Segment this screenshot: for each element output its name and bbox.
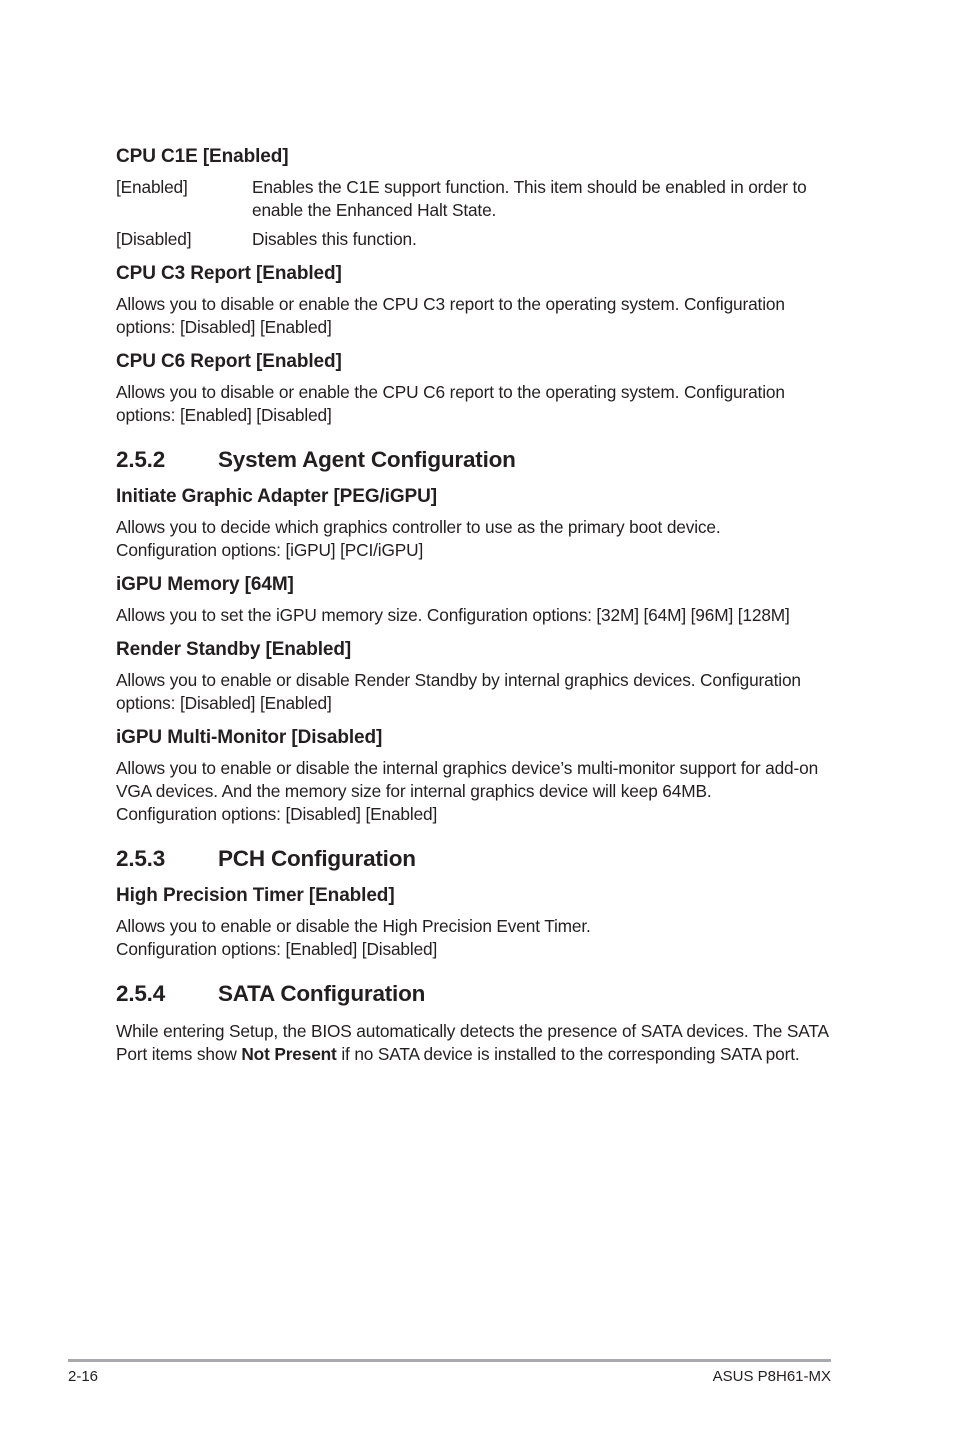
section-heading-pch: [116, 846, 836, 872]
section-number: 2.5.2: [116, 447, 166, 472]
option-label: [Disabled]: [116, 229, 192, 249]
cpu-c6-description: Allows you to disable or enable the CPU C6 report to the operating system. Configuration options: [Enabled] [Disabled]: [116, 382, 785, 425]
section-title: SATA Configuration: [218, 981, 426, 1006]
cpu-c3-title: CPU C3 Report [Enabled]: [116, 263, 342, 284]
page-content: [116, 146, 836, 1078]
option-label: [Enabled]: [116, 177, 188, 197]
description-line: Configuration options: [Disabled] [Enabled]: [116, 804, 438, 824]
sata-description-text: While entering Setup, the BIOS automatically detects the presence of SATA devices. The SATA Port items show: [116, 1021, 828, 1064]
render-standby-description: Allows you to enable or disable Render Standby by internal graphics devices. Configuration options: [Disabled] [Enabled]: [116, 670, 801, 713]
section-title: System Agent Configuration: [218, 447, 516, 472]
igpu-multi-monitor-title: iGPU Multi-Monitor [Disabled]: [116, 727, 383, 748]
option-description: Enables the C1E support function. This item should be enabled in order to enable the Enhanced Halt State.: [252, 177, 807, 220]
section-heading-system-agent: [116, 447, 836, 473]
high-precision-timer-description: [116, 915, 836, 961]
render-standby-title: Render Standby [Enabled]: [116, 639, 352, 660]
product-name: ASUS P8H61-MX: [712, 1368, 831, 1385]
igpu-memory-title: iGPU Memory [64M]: [116, 574, 294, 595]
footer-divider: [68, 1359, 831, 1362]
section-number: 2.5.3: [116, 846, 166, 871]
cpu-c6-title: CPU C6 Report [Enabled]: [116, 351, 342, 372]
c1e-option-enabled: [116, 176, 836, 222]
section-number: 2.5.4: [116, 981, 166, 1006]
cpu-c3-description: Allows you to disable or enable the CPU C3 report to the operating system. Configuration options: [Disabled] [Enabled]: [116, 294, 785, 337]
section-heading-sata: [116, 981, 836, 1007]
option-description: Disables this function.: [252, 229, 417, 249]
c1e-option-disabled: [116, 228, 836, 251]
sata-description: [116, 1020, 836, 1066]
not-present-label: Not Present: [241, 1044, 337, 1064]
description-line: Allows you to enable or disable the High Precision Event Timer.: [116, 916, 591, 936]
igpu-memory-description: Allows you to set the iGPU memory size. Configuration options: [32M] [64M] [96M] [128M]: [116, 605, 790, 625]
sata-description-text: if no SATA device is installed to the corresponding SATA port.: [336, 1044, 800, 1064]
description-line: Allows you to decide which graphics controller to use as the primary boot device.: [116, 517, 721, 537]
description-line: Configuration options: [iGPU] [PCI/iGPU]: [116, 540, 424, 560]
description-line: Configuration options: [Enabled] [Disabled]: [116, 939, 438, 959]
initiate-graphic-adapter-title: Initiate Graphic Adapter [PEG/iGPU]: [116, 486, 437, 507]
igpu-multi-monitor-description: [116, 757, 836, 826]
description-line: Allows you to enable or disable the internal graphics device’s multi-monitor support for add-on VGA devices. And the memory size for internal graphics device will keep 64MB.: [116, 758, 819, 801]
section-title: PCH Configuration: [218, 846, 416, 871]
page-number: 2-16: [68, 1368, 99, 1385]
high-precision-timer-title: High Precision Timer [Enabled]: [116, 885, 395, 906]
cpu-c1e-title: CPU C1E [Enabled]: [116, 146, 289, 167]
initiate-graphic-adapter-description: [116, 516, 836, 562]
